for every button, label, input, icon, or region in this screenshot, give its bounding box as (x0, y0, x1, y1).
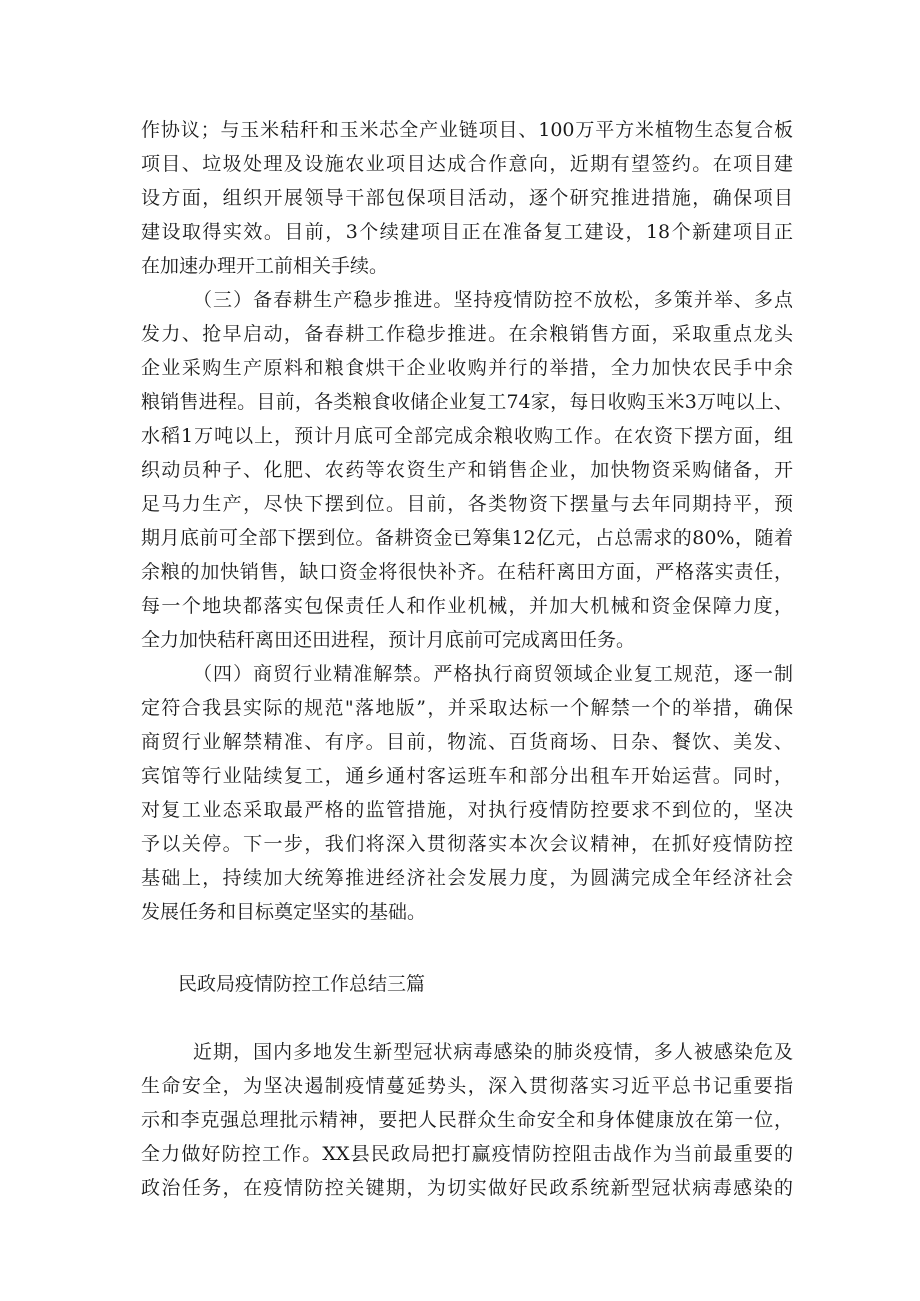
intro-first-line: 近期，国内多地发生新型冠状病毒感染的肺炎疫情，多人被感染危及 (193, 1041, 793, 1063)
paragraph-line: 余粮的加快销售，缺口资金将很快补齐。在秸秆离田方面，严格落实责任， (141, 561, 793, 583)
paragraph-line: 生命安全，为坚决遏制疫情蔓延势头，深入贯彻落实习近平总书记重要指 (141, 1075, 793, 1097)
paragraph-line: 发展任务和目标奠定坚实的基础。 (141, 901, 427, 923)
paragraph-line: 织动员种子、化肥、农药等农资生产和销售企业，加快物资采购储备，开 (141, 459, 793, 481)
section-3-title-line: （三）备春耕生产稳步推进。坚持疫情防控不放松，多策并举、多点 (193, 289, 793, 311)
paragraph-line: 示和李克强总理批示精神，要把人民群众生命安全和身体健康放在第一位， (141, 1109, 793, 1131)
paragraph-line: 政治任务，在疫情防控关键期，为切实做好民政系统新型冠状病毒感染的 (141, 1177, 793, 1199)
paragraph-line: 对复工业态采取最严格的监管措施，对执行疫情防控要求不到位的，坚决 (141, 799, 793, 821)
article-heading: 民政局疫情防控工作总结三篇 (178, 973, 426, 995)
paragraph-line: 全力加快秸秆离田还田进程，预计月底前可完成离田任务。 (141, 629, 636, 651)
paragraph-line: 商贸行业解禁精准、有序。目前，物流、百货商场、日杂、餐饮、美发、 (141, 731, 793, 753)
paragraph-line: 在加速办理开工前相关手续。 (141, 255, 389, 277)
paragraph-line: 水稻1万吨以上，预计月底可全部完成余粮收购工作。在农资下摆方面，组 (141, 425, 793, 447)
paragraph-line: 设方面，组织开展领导干部包保项目活动，逐个研究推进措施，确保项目 (141, 187, 793, 209)
paragraph-line: 建设取得实效。目前，3个续建项目正在准备复工建设，18个新建项目正 (141, 221, 793, 243)
paragraph-line: 项目、垃圾处理及设施农业项目达成合作意向，近期有望签约。在项目建 (141, 153, 793, 175)
section-4-title-line: （四）商贸行业精准解禁。严格执行商贸领域企业复工规范，逐一制 (193, 663, 793, 685)
paragraph-line: 予以关停。下一步，我们将深入贯彻落实本次会议精神，在抓好疫情防控 (141, 833, 793, 855)
paragraph-line: 足马力生产，尽快下摆到位。目前，各类物资下摆量与去年同期持平，预 (141, 493, 793, 515)
paragraph-line: 宾馆等行业陆续复工，通乡通村客运班车和部分出租车开始运营。同时， (141, 765, 793, 787)
paragraph-line: 基础上，持续加大统筹推进经济社会发展力度，为圆满完成全年经济社会 (141, 867, 793, 889)
paragraph-line: 每一个地块都落实包保责任人和作业机械，并加大机械和资金保障力度， (141, 595, 793, 617)
paragraph-line: 粮销售进程。目前，各类粮食收储企业复工74家，每日收购玉米3万吨以上、 (141, 391, 793, 413)
paragraph-line: 发力、抢早启动，备春耕工作稳步推进。在余粮销售方面，采取重点龙头 (141, 323, 793, 345)
paragraph-line: 期月底前可全部下摆到位。备耕资金已筹集12亿元，占总需求的80%，随着 (141, 527, 793, 549)
paragraph-line: 企业采购生产原料和粮食烘干企业收购并行的举措，全力加快农民手中余 (141, 357, 793, 379)
paragraph-line: 作协议；与玉米秸秆和玉米芯全产业链项目、100万平方米植物生态复合板 (141, 119, 793, 141)
paragraph-line: 全力做好防控工作。XX县民政局把打赢疫情防控阻击战作为当前最重要的 (141, 1143, 793, 1165)
paragraph-line: 定符合我县实际的规范"落地版”，并采取达标一个解禁一个的举措，确保 (141, 697, 793, 719)
